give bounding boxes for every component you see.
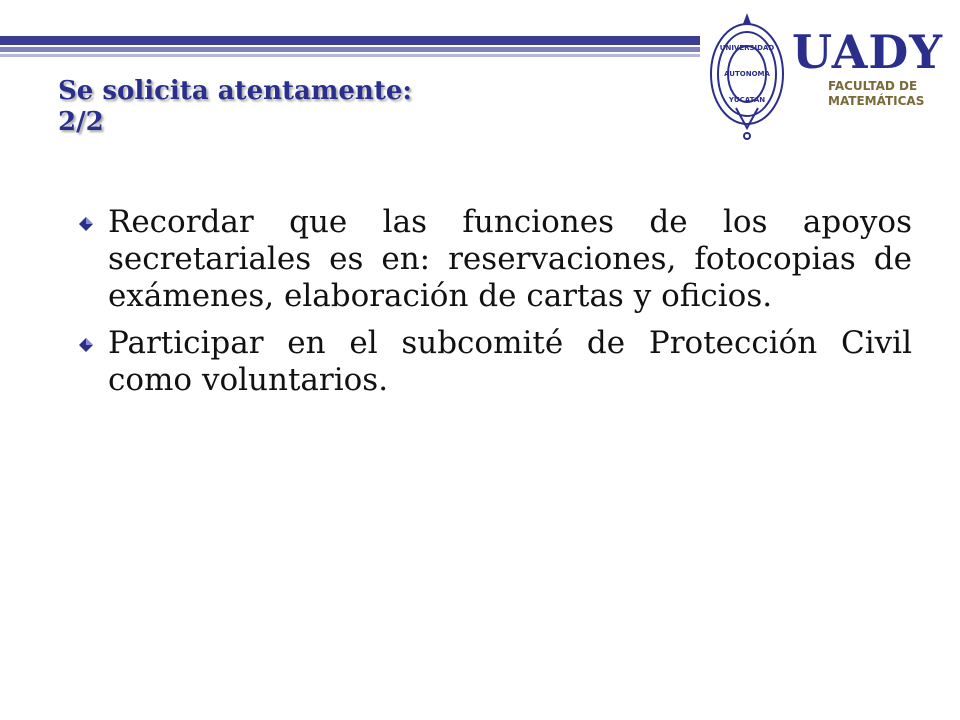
diamond-bullet-icon <box>78 337 94 353</box>
seal-text-mid: AUTONOMA <box>724 70 770 78</box>
seal-text-top: UNIVERSIDAD <box>719 44 775 52</box>
seal-text-bottom: YUCATAN <box>728 96 766 104</box>
bullet-text: Participar en el subcomité de Protección Civil como voluntarios. <box>108 325 912 398</box>
brand-name: UADY <box>792 25 944 79</box>
university-seal-icon <box>706 12 788 147</box>
slide-title-line1: Se solicita atentamente: <box>58 76 412 106</box>
faculty-name <box>828 79 924 109</box>
diamond-bullet-icon <box>78 216 94 232</box>
list-item <box>72 204 912 315</box>
slide-title <box>58 76 412 138</box>
faculty-line1: FACULTAD DE <box>828 79 918 93</box>
slide-title-line2: 2/2 <box>58 107 104 137</box>
list-item <box>72 325 912 399</box>
header-decorative-bars <box>0 30 720 70</box>
faculty-line2: MATEMÁTICAS <box>828 94 925 108</box>
bullet-list <box>72 204 912 409</box>
bullet-text: Recordar que las funciones de los apoyos secretariales es en: reservaciones, fotocopias de exámenes, elaboración de cartas y oficios. <box>108 204 912 314</box>
uady-logo <box>700 12 950 147</box>
